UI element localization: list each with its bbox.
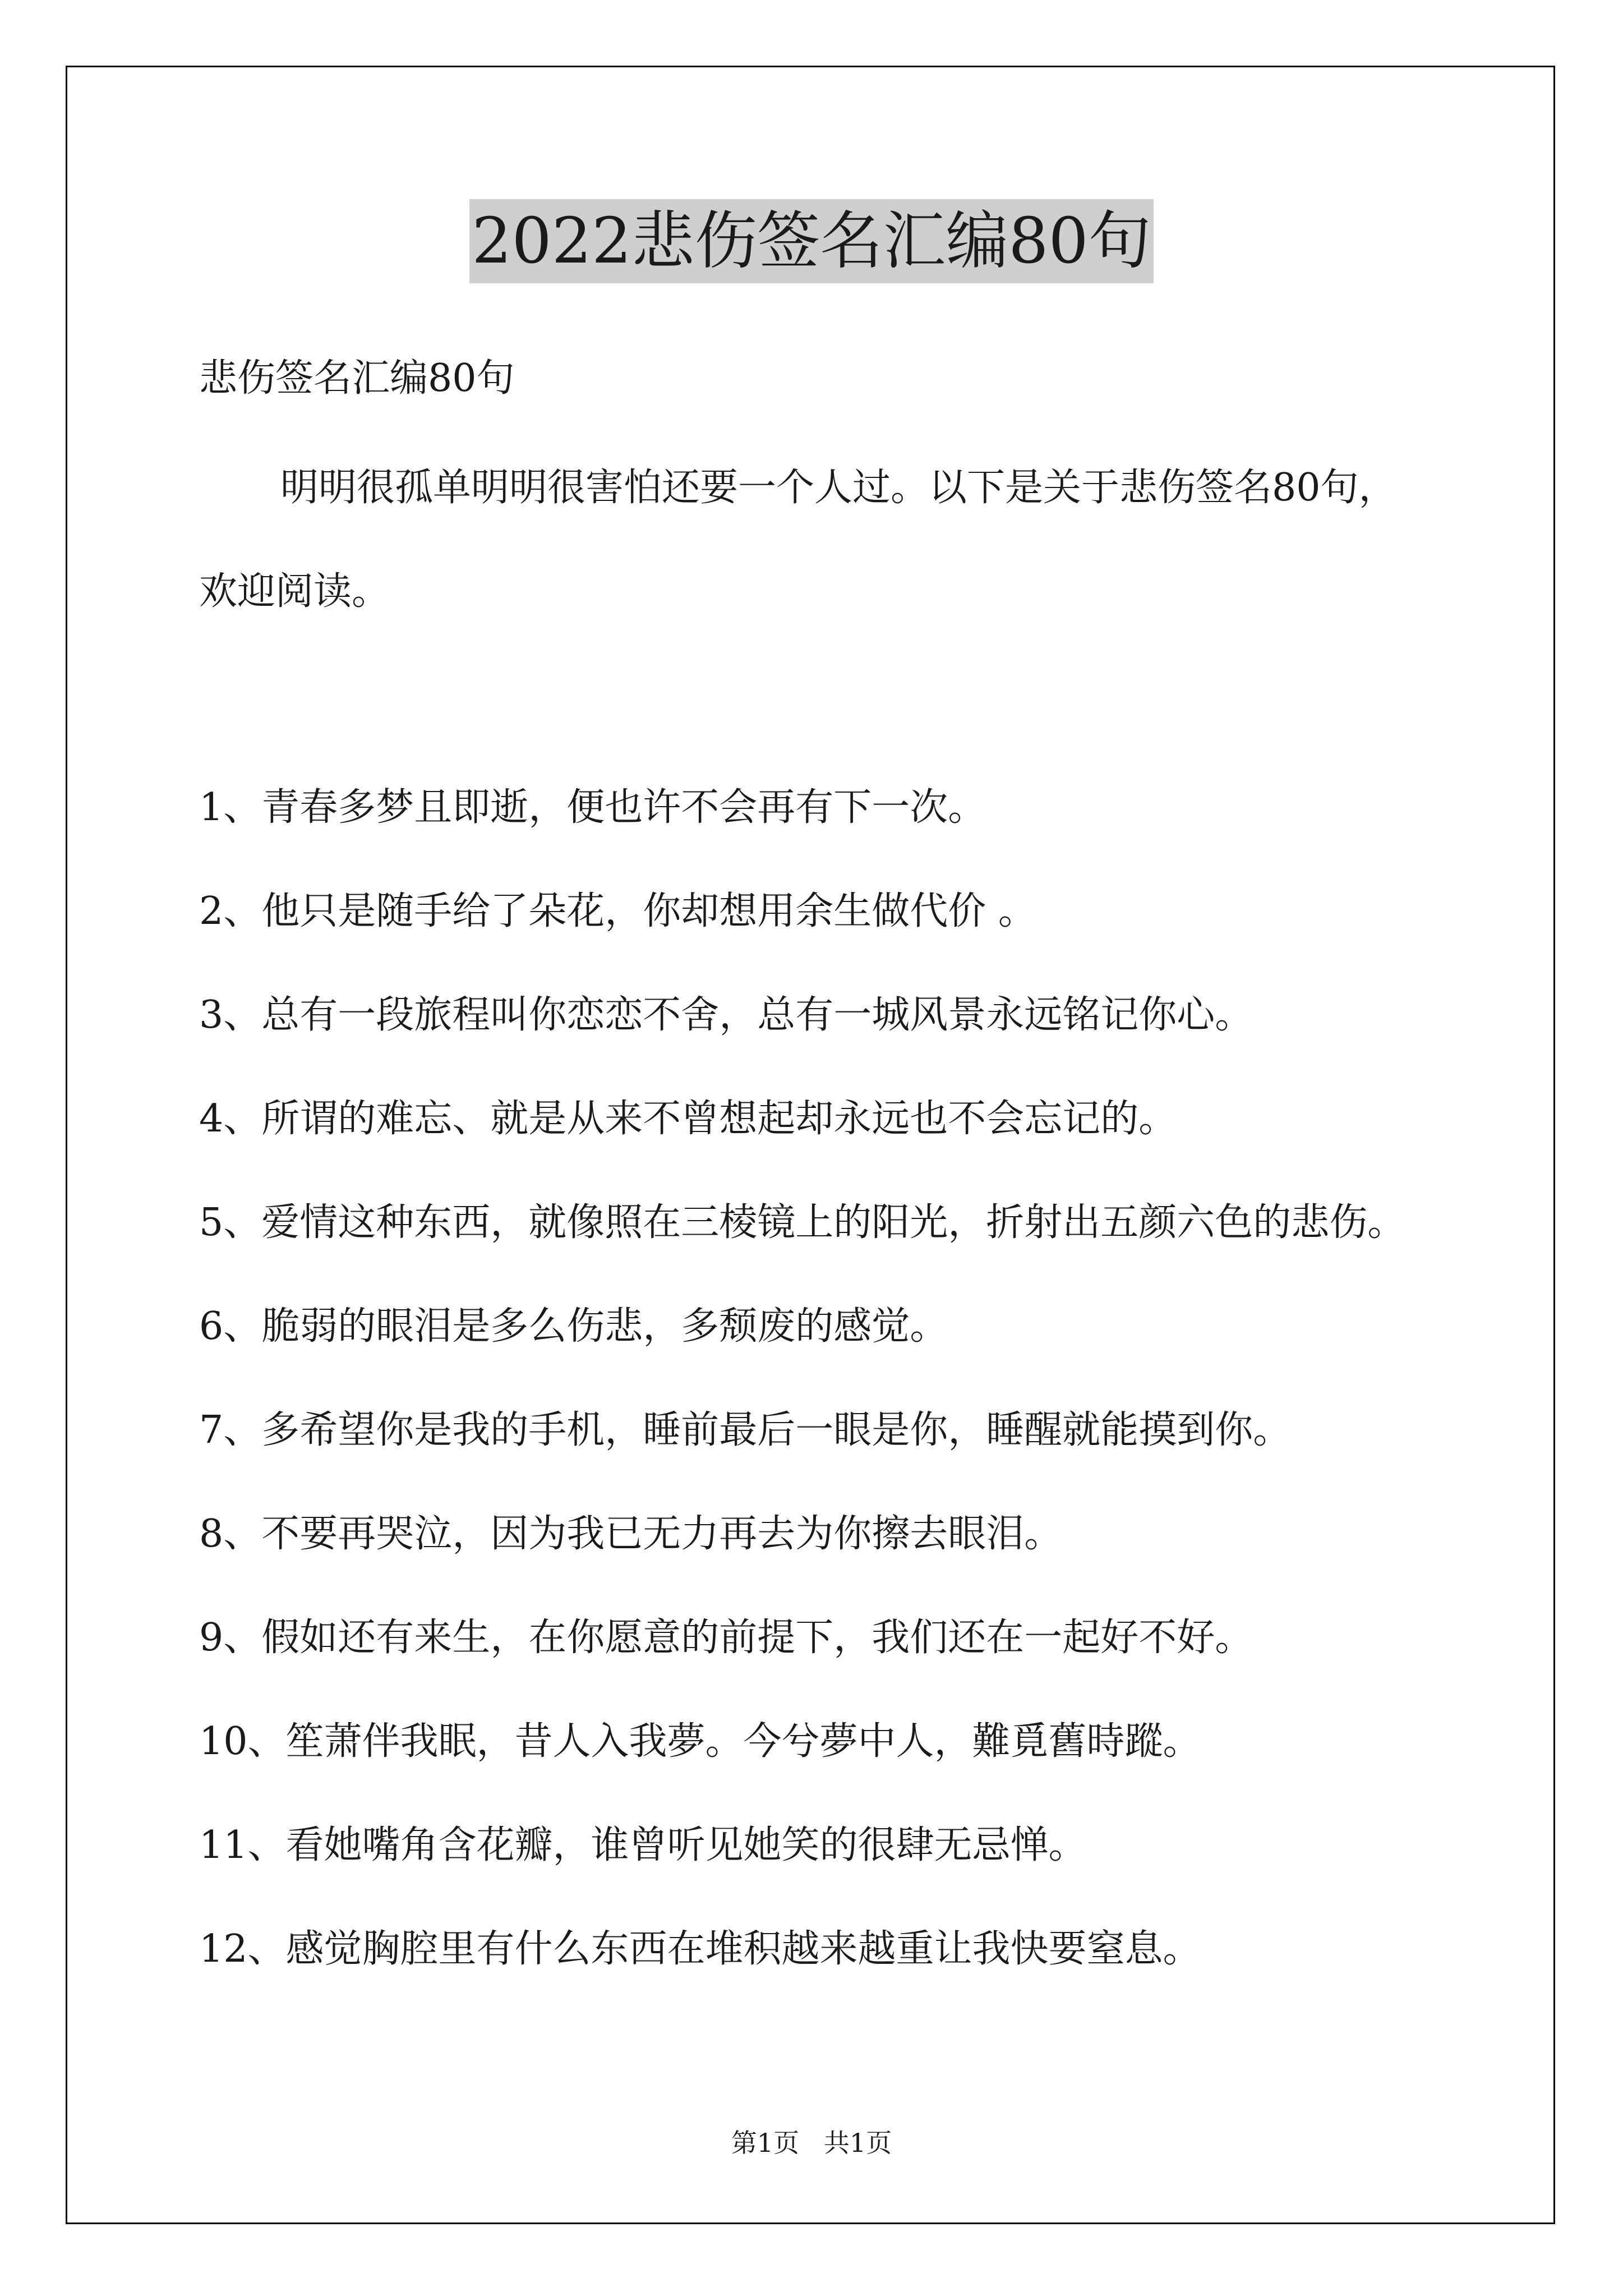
intro-paragraph-line-1: 明明很孤单明明很害怕还要一个人过。以下是关于悲伤签名80句， [280, 466, 1397, 510]
document-title: 2022悲伤签名汇编80句 [469, 199, 1154, 283]
list-item-11: 11、看她嘴角含花瓣，谁曾听见她笑的很肆无忌惮。 [199, 1823, 1087, 1867]
list-item-3: 3、总有一段旅程叫你恋恋不舍，总有一城风景永远铭记你心。 [199, 993, 1253, 1037]
list-item-5: 5、爱情这种东西，就像照在三棱镜上的阳光，折射出五颜六色的悲伤。 [199, 1200, 1406, 1245]
list-item-8: 8、不要再哭泣，因为我已无力再去为你擦去眼泪。 [199, 1512, 1063, 1556]
list-item-2: 2、他只是随手给了朵花，你却想用余生做代价 。 [199, 889, 1036, 933]
intro-paragraph-line-2: 欢迎阅读。 [199, 569, 390, 614]
title-container [0, 199, 1623, 283]
page-footer: 第1页 共1页 [731, 2128, 892, 2158]
list-item-9: 9、假如还有来生，在你愿意的前提下，我们还在一起好不好。 [199, 1616, 1253, 1660]
list-item-6: 6、脆弱的眼泪是多么伤悲，多颓废的感觉。 [199, 1304, 948, 1349]
list-item-4: 4、所谓的难忘、就是从来不曾想起却永远也不会忘记的。 [199, 1097, 1177, 1141]
list-item-7: 7、多希望你是我的手机，睡前最后一眼是你，睡醒就能摸到你。 [199, 1408, 1292, 1452]
list-item-12: 12、感觉胸腔里有什么东西在堆积越来越重让我快要窒息。 [199, 1927, 1201, 1971]
list-item-1: 1、青春多梦且即逝，便也许不会再有下一次。 [199, 785, 986, 830]
list-item-10: 10、笙萧伴我眠，昔人入我夢。今兮夢中人，難覓舊時蹤。 [199, 1719, 1201, 1764]
document-subtitle: 悲伤签名汇编80句 [199, 356, 515, 401]
